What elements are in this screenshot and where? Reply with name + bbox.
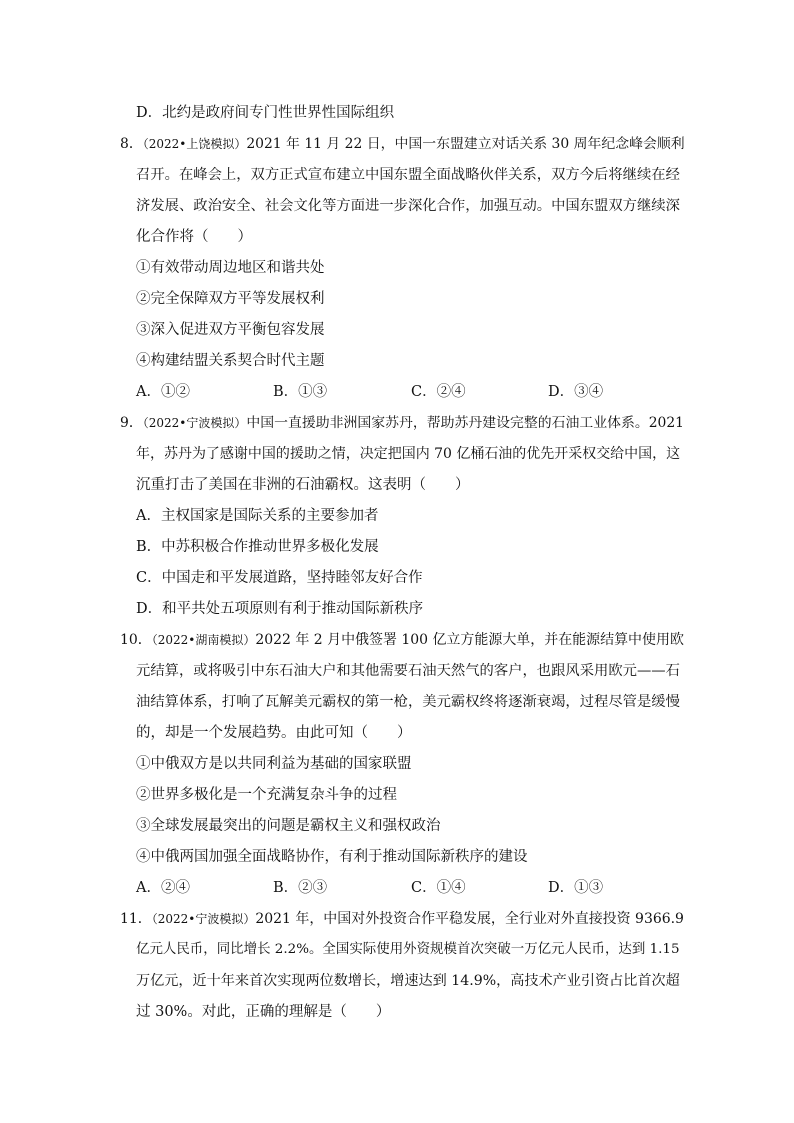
q10-statement-2: ②世界多极化是一个充满复杂斗争的过程: [136, 787, 397, 803]
q9-option-c: C．中国走和平发展道路，坚持睦邻友好合作: [136, 570, 423, 586]
q10-choice-a: A．②④: [136, 880, 190, 896]
q11-source: （2022•宁波模拟）: [151, 912, 256, 926]
q9-text-line-3: 沉重打击了美国在非洲的石油霸权。这表明（ ）: [136, 477, 470, 493]
q10-choice-c: C．①④: [411, 880, 466, 896]
q10-statement-3: ③全球发展最突出的问题是霸权主义和强权政治: [136, 818, 441, 834]
q7-option-d: D．北约是政府间专门性世界性国际组织: [136, 105, 395, 121]
q10-statement-1: ①中俄双方是以共同利益为基础的国家联盟: [136, 756, 412, 772]
q8-text-line-2: 召开。在峰会上，双方正式宣布建立中国东盟全面战略伙伴关系，双方今后将继续在经: [136, 167, 680, 183]
q10-text-line-2: 元结算，或将吸引中东石油大户和其他需要石油天然气的客户，也跟风采用欧元——石: [136, 663, 680, 679]
q8-choices: [136, 382, 676, 402]
q8-source: （2022•上饶模拟）: [142, 137, 247, 151]
q10-choice-d: D．①③: [548, 880, 604, 896]
q9-text-line-1: 中国一直援助非洲国家苏丹，帮助苏丹建设完整的石油工业体系。2021: [246, 415, 685, 431]
q10-choice-b: B．②③: [273, 880, 328, 896]
q10-text-line-3: 油结算体系，打响了瓦解美元霸权的第一枪，美元霸权终将逐渐衰竭，过程尽管是缓慢: [136, 694, 680, 710]
q9-option-b: B．中苏积极合作推动世界多极化发展: [136, 539, 379, 555]
q11-first-line: [120, 909, 684, 929]
q8-text-line-1: 2021 年 11 月 22 日，中国一东盟建立对话关系 30 周年纪念峰会顺利: [246, 136, 685, 152]
q10-text-line-4: 的，却是一个发展趋势。由此可知（ ）: [136, 725, 412, 741]
q11-number: 11．: [120, 911, 152, 927]
q11-text-line-3: 万亿元，近十年来首次实现两位数增长，增速达到 14.9%，高技术产业引资占比首次超: [136, 973, 680, 989]
q9-option-a: A．主权国家是国际关系的主要参加者: [136, 508, 379, 524]
q8-first-line: [120, 134, 685, 154]
q10-number: 10．: [120, 632, 152, 648]
q8-choice-b: B．①③: [273, 384, 328, 400]
q8-text-line-3: 济发展、政治安全、社会文化等方面进一步深化合作，加强互动。中国东盟双方继续深: [136, 198, 680, 214]
q9-text-line-2: 年，苏丹为了感谢中国的援助之情，决定把国内 70 亿桶石油的优先开采权交给中国，这: [136, 446, 681, 462]
q9-source: （2022•宁波模拟）: [142, 416, 247, 430]
q8-text-line-4: 化合作将（ ）: [136, 229, 252, 245]
q11-text-line-4: 过 30%。对此，正确的理解是（ ）: [136, 1004, 391, 1020]
q9-first-line: [120, 413, 684, 433]
q8-statement-1: ①有效带动周边地区和谐共处: [136, 260, 325, 276]
q10-choices: [136, 878, 676, 898]
q10-first-line: [120, 630, 684, 650]
q11-text-line-2: 亿元人民币，同比增长 2.2%。全国实际使用外资规模首次突破一万亿元人民币，达到 1.15: [136, 942, 680, 957]
q8-statement-4: ④构建结盟关系契合时代主题: [136, 353, 325, 369]
q8-statement-2: ②完全保障双方平等发展权利: [136, 291, 325, 307]
q9-option-d: D．和平共处五项原则有利于推动国际新秩序: [136, 601, 424, 617]
q10-text-line-1: 2022 年 2 月中俄签署 100 亿立方能源大单，并在能源结算中使用欧: [255, 632, 684, 648]
q10-source: （2022•湖南模拟）: [151, 633, 256, 647]
q8-choice-a: A．①②: [136, 384, 190, 400]
q9-number: 9．: [120, 415, 143, 431]
q11-text-line-1: 2021 年，中国对外投资合作平稳发展，全行业对外直接投资 9366.9: [255, 911, 684, 927]
q8-choice-c: C．②④: [411, 384, 466, 400]
q8-choice-d: D．③④: [548, 384, 604, 400]
q8-number: 8．: [120, 136, 143, 152]
q8-statement-3: ③深入促进双方平衡包容发展: [136, 322, 325, 338]
q10-statement-4: ④中俄两国加强全面战略协作，有利于推动国际新秩序的建设: [136, 849, 528, 865]
